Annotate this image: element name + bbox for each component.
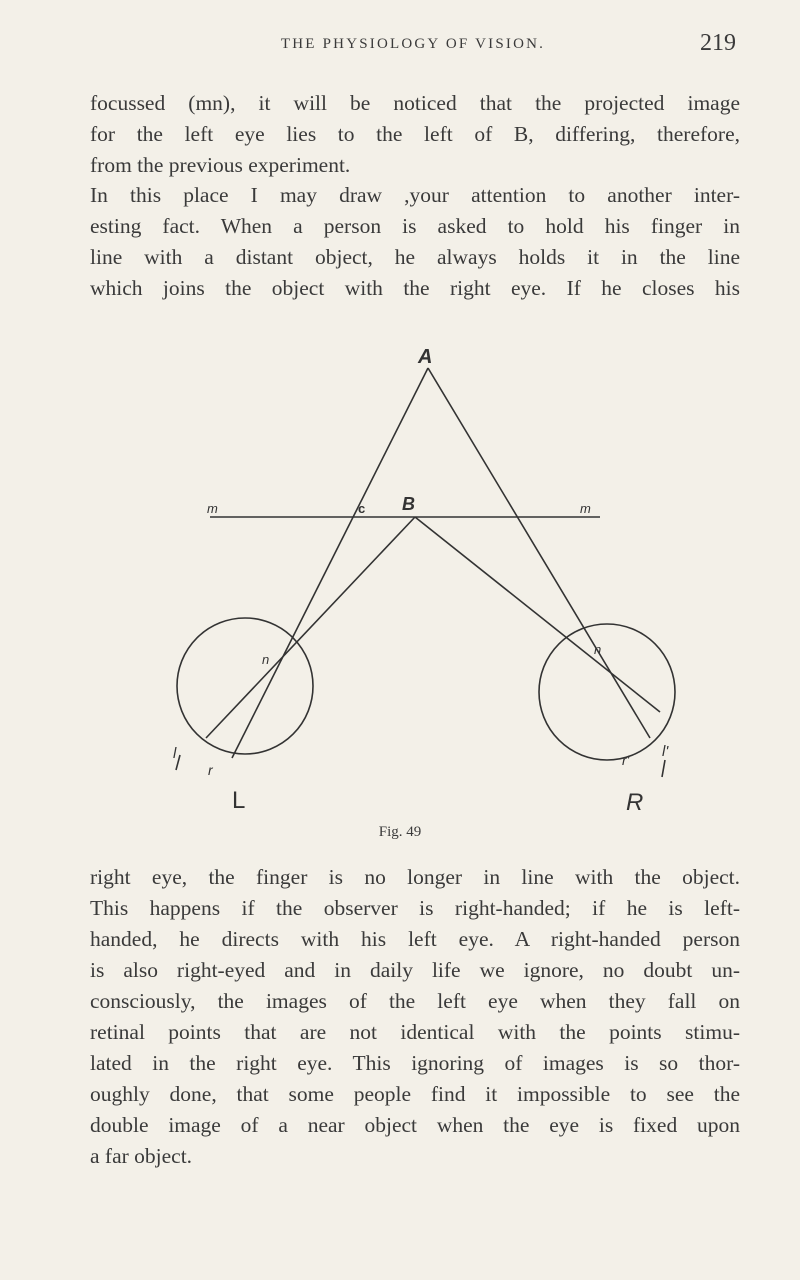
label-l-left: l (173, 745, 177, 762)
line-A-left (232, 368, 428, 758)
label-L: L (232, 787, 246, 814)
paragraph-1 (90, 88, 740, 181)
line-B-right (415, 517, 660, 712)
text-line: right eye, the finger is no longer in line with the object. (90, 865, 740, 889)
page-number: 219 (700, 30, 736, 56)
text-line: In this place I may draw ,your attention to another inter- (90, 183, 740, 207)
figure-49-diagram (150, 320, 710, 840)
left-eye-tick (176, 755, 180, 770)
label-m-right: m (580, 501, 591, 516)
text-line: focussed (mn), it will be noticed that the projected image (90, 91, 740, 115)
text-line: is also right-eyed and in daily life we ignore, no doubt un- (90, 958, 740, 982)
label-c: c (358, 501, 366, 516)
label-r-left: r (208, 762, 213, 778)
label-n-left: n (262, 652, 270, 667)
text-line: consciously, the images of the left eye when they fall on (90, 989, 740, 1013)
label-A: A (418, 346, 433, 368)
paragraph-3 (90, 862, 740, 1172)
text-line: a far object. (90, 1144, 193, 1168)
right-eye-tick (662, 760, 665, 777)
text-line: for the left eye lies to the left of B, differing, therefore, (90, 122, 740, 146)
paragraph-2 (90, 180, 740, 304)
text-line: handed, he directs with his left eye. A right-handed person (90, 927, 740, 951)
text-line: which joins the object with the right eye. If he closes his (90, 276, 740, 300)
text-line: line with a distant object, he always holds it in the line (90, 245, 740, 269)
label-B: B (402, 494, 415, 514)
label-m-left: m (207, 501, 218, 516)
running-head: THE PHYSIOLOGY OF VISION. (280, 36, 546, 52)
text-line: from the previous experiment. (90, 153, 351, 177)
text-line: lated in the right eye. This ignoring of images is so thor- (90, 1051, 740, 1075)
label-l-right: l' (662, 743, 669, 760)
text-line: double image of a near object when the eye is fixed upon (90, 1113, 740, 1137)
label-R: R (626, 789, 644, 816)
label-n-right: n (594, 642, 602, 657)
text-line: oughly done, that some people find it impossible to see the (90, 1082, 740, 1106)
text-line: esting fact. When a person is asked to hold his finger in (90, 214, 740, 238)
right-eye-circle (539, 624, 675, 760)
figure-caption: Fig. 49 (378, 824, 422, 840)
text-line: retinal points that are not identical with the points stimu- (90, 1020, 740, 1044)
text-line: This happens if the observer is right-handed; if he is left- (90, 896, 740, 920)
page-header (90, 30, 736, 66)
label-r-right: r' (622, 752, 630, 768)
